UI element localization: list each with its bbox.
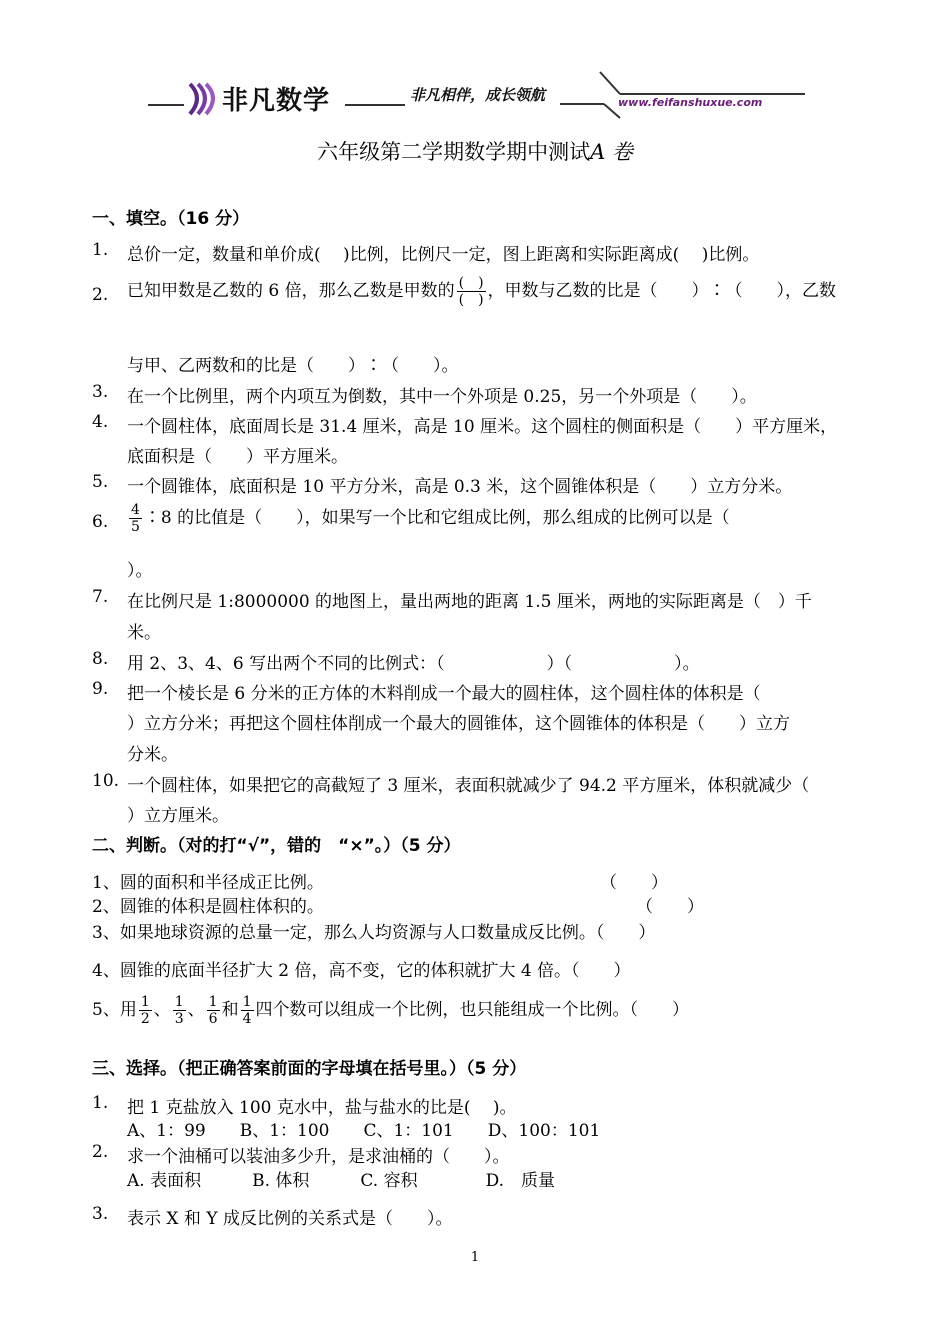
- q5-text: 一个圆锥体，底面积是 10 平方分米，高是 0.3 米，这个圆锥体积是（ ）立方分米。: [127, 477, 793, 497]
- judge-3: 3、如果地球资源的总量一定，那么人均资源与人口数量成反比例。（ ）: [92, 923, 656, 943]
- q5-number: 5.: [92, 472, 109, 492]
- c3-number: 3.: [92, 1204, 109, 1224]
- q9-line2: ）立方分米；再把这个圆柱体削成一个最大的圆锥体，这个圆锥体的体积是（ ）立方: [127, 714, 790, 734]
- frac-num: 1: [208, 994, 218, 1010]
- frac-den: 4: [242, 1011, 252, 1027]
- q3-text: 在一个比例里，两个内项互为倒数，其中一个外项是 0.25，另一个外项是（ ）。: [127, 387, 757, 407]
- section-3-heading: 三、选择。（把正确答案前面的字母填在括号里。）（5 分）: [92, 1059, 527, 1079]
- header-url: www.feifanshuxue.com: [618, 96, 763, 109]
- judge-5-post: 四个数可以组成一个比例，也只能组成一个比例。（ ）: [255, 1000, 690, 1020]
- page-number: 1: [470, 1250, 480, 1265]
- q8-text: 用 2、3、4、6 写出两个不同的比例式：（ ）（ ）。: [127, 654, 700, 674]
- frac-num: 1: [242, 994, 252, 1010]
- judge-2: 2、圆锥的体积是圆柱体积的。: [92, 897, 324, 917]
- q10-number: 10.: [92, 771, 120, 791]
- q6-text-a: ∶8 的比值是（ ），如果写一个比和它组成比例，那么组成的比例可以是（: [143, 508, 730, 528]
- judge-5-pre: 5、用: [92, 1000, 137, 1020]
- header-rule-mid: [345, 104, 405, 106]
- c1-number: 1.: [92, 1093, 109, 1113]
- q2-text-a: 已知甲数是乙数的 6 倍，那么乙数是甲数的: [127, 281, 455, 301]
- judge-5-frac-3: [207, 994, 220, 1027]
- frac-num: 1: [140, 994, 150, 1010]
- q4-number: 4.: [92, 412, 109, 432]
- separator: 、: [187, 1000, 205, 1020]
- q4-line1: 一个圆柱体，底面周长是 31.4 厘米，高是 10 厘米。这个圆柱的侧面积是（ ）平方厘米，: [127, 417, 838, 437]
- q6-line2: ）。: [127, 561, 153, 581]
- page-title: [0, 136, 950, 166]
- page-header: [0, 60, 950, 130]
- section-2-heading: 二、判断。（对的打“√”，错的 “×”。）（5 分）: [92, 836, 461, 856]
- q6-number: 6.: [92, 512, 109, 532]
- c3-text: 表示 X 和 Y 成反比例的关系式是（ ）。: [127, 1209, 453, 1229]
- separator: 和: [221, 1000, 239, 1020]
- q6-frac-num: 4: [131, 502, 140, 518]
- q9-number: 9.: [92, 679, 109, 699]
- c2-text: 求一个油桶可以装油多少升，是求油桶的（ ）。: [127, 1147, 510, 1167]
- q1-text: 总价一定，数量和单价成( )比例，比例尺一定，图上距离和实际距离成( )比例。: [127, 245, 760, 265]
- q7-line1: 在比例尺是 1:8000000 的地图上，量出两地的距离 1.5 厘米，两地的实际距离是（ ）千: [127, 592, 812, 612]
- judge-5-frac-2: [173, 994, 186, 1027]
- separator: 、: [153, 1000, 171, 1020]
- judge-5-frac-1: [139, 994, 152, 1027]
- q2-line2: 与甲、乙两数和的比是（ ）∶（ ）。: [127, 356, 459, 376]
- frac-den: 2: [140, 1011, 150, 1027]
- c1-options: A、1：99 B、1：100 C、1：101 D、100：101: [127, 1121, 601, 1141]
- q2-line1: [127, 275, 836, 308]
- q3-number: 3.: [92, 382, 109, 402]
- q2-text-b: ，甲数与乙数的比是（ ）∶（ ），乙数: [487, 281, 837, 301]
- header-slogan: 非凡相伴，成长领航: [410, 86, 546, 104]
- c2-options: A. 表面积 B. 体积 C. 容积 D. 质量: [127, 1171, 556, 1191]
- c1-text: 把 1 克盐放入 100 克水中，盐与盐水的比是( )。: [127, 1098, 517, 1118]
- q9-line3: 分米。: [127, 745, 178, 765]
- logo-text: 非凡数学: [222, 86, 331, 116]
- q6-fraction: [129, 502, 142, 535]
- q2-number: 2.: [92, 285, 109, 305]
- judge-4: 4、圆锥的底面半径扩大 2 倍，高不变，它的体积就扩大 4 倍。（ ）: [92, 961, 631, 981]
- frac-num: 1: [174, 994, 184, 1010]
- header-rule-left: [148, 104, 184, 106]
- q10-line1: 一个圆柱体，如果把它的高截短了 3 厘米，表面积就减少了 94.2 平方厘米，体积就减少（: [127, 776, 810, 796]
- q8-number: 8.: [92, 649, 109, 669]
- judge-1: 1、圆的面积和半径成正比例。: [92, 873, 324, 893]
- q6-frac-den: 5: [131, 519, 140, 535]
- logo-icon: [186, 78, 220, 118]
- q9-line1: 把一个棱长是 6 分米的正方体的木料削成一个最大的圆柱体，这个圆柱体的体积是（: [127, 684, 761, 704]
- q7-number: 7.: [92, 587, 109, 607]
- header-rule-right: [560, 70, 810, 120]
- judge-5: [92, 994, 689, 1027]
- frac-den: 3: [174, 1011, 184, 1027]
- title-suffix: A 卷: [590, 140, 633, 164]
- frac-den: 6: [208, 1011, 218, 1027]
- judge-2-bracket: （ ）: [636, 897, 704, 917]
- q2-fraction: [457, 275, 486, 308]
- section-1-heading: 一、填空。（16 分）: [92, 209, 250, 229]
- q1-number: 1.: [92, 240, 109, 260]
- judge-5-frac-4: [241, 994, 254, 1027]
- judge-1-bracket: （ ）: [600, 873, 668, 893]
- q2-frac-den: ( ): [458, 292, 484, 308]
- q10-line2: ）立方厘米。: [127, 806, 229, 826]
- q6-line1: [127, 502, 730, 535]
- q7-line2: 米。: [127, 623, 161, 643]
- title-text: 六年级第二学期数学期中测试: [317, 140, 591, 164]
- c2-number: 2.: [92, 1142, 109, 1162]
- q4-line2: 底面积是（ ）平方厘米。: [127, 447, 348, 467]
- q2-frac-num: ( ): [458, 275, 484, 291]
